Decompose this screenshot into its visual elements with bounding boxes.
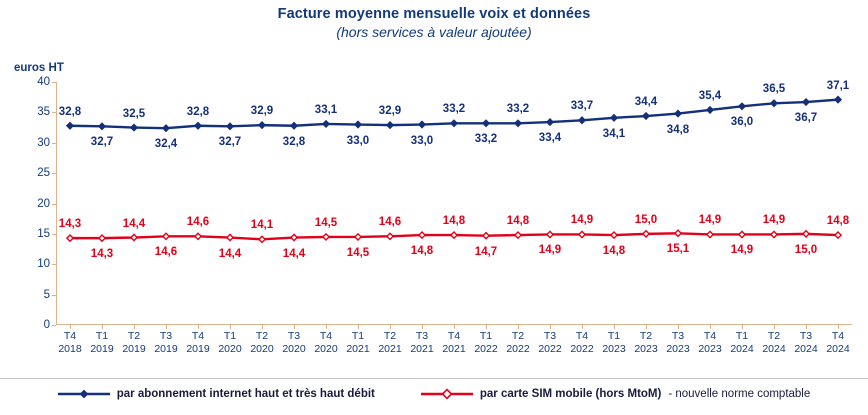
x-axis-label bbox=[762, 330, 785, 356]
series-marker bbox=[451, 232, 457, 238]
series-marker bbox=[771, 231, 777, 237]
x-tick-year: 2019 bbox=[186, 343, 210, 355]
series-marker bbox=[291, 123, 297, 129]
data-point-label: 14,3 bbox=[58, 218, 82, 231]
x-tick-year: 2018 bbox=[58, 343, 82, 355]
series-marker bbox=[483, 120, 489, 126]
x-tick-mark bbox=[294, 325, 295, 329]
series-marker bbox=[547, 119, 553, 125]
x-tick-mark bbox=[678, 325, 679, 329]
series-marker bbox=[643, 113, 649, 119]
legend-note-mobile: - nouvelle norme comptable bbox=[668, 388, 811, 400]
x-tick-year: 2019 bbox=[90, 343, 114, 355]
series-marker bbox=[355, 121, 361, 127]
x-tick-year: 2019 bbox=[154, 343, 178, 355]
x-tick-mark bbox=[742, 325, 743, 329]
x-axis-label bbox=[602, 330, 625, 356]
x-tick-quarter: T1 bbox=[351, 330, 365, 342]
legend-label-mobile: par carte SIM mobile (hors MtoM) bbox=[479, 388, 662, 400]
series-marker bbox=[131, 234, 137, 240]
series-marker bbox=[163, 233, 169, 239]
series-marker bbox=[771, 100, 777, 106]
x-axis-label bbox=[666, 330, 689, 356]
legend-label-broadband: par abonnement internet haut et très haut débit bbox=[116, 388, 375, 400]
data-point-label: 14,6 bbox=[186, 216, 210, 229]
x-tick-quarter: T2 bbox=[383, 330, 397, 342]
series-marker bbox=[515, 120, 521, 126]
x-tick-mark bbox=[518, 325, 519, 329]
data-point-label: 33,4 bbox=[538, 132, 562, 145]
x-axis-label bbox=[250, 330, 273, 356]
x-tick-year: 2021 bbox=[346, 343, 370, 355]
data-point-label: 33,1 bbox=[314, 103, 338, 116]
data-point-label: 37,1 bbox=[826, 79, 850, 92]
x-tick-year: 2021 bbox=[410, 343, 434, 355]
x-tick-mark bbox=[390, 325, 391, 329]
data-point-label: 34,1 bbox=[602, 127, 626, 140]
x-axis-label bbox=[442, 330, 465, 356]
series-marker bbox=[835, 232, 841, 238]
series-marker bbox=[67, 123, 73, 129]
x-tick-quarter: T4 bbox=[319, 330, 333, 342]
chart-title-block bbox=[0, 6, 868, 40]
x-tick-quarter: T4 bbox=[575, 330, 589, 342]
x-axis-label bbox=[474, 330, 497, 356]
data-point-label: 32,4 bbox=[154, 138, 178, 151]
x-tick-quarter: T3 bbox=[159, 330, 173, 342]
x-tick-quarter: T4 bbox=[63, 330, 77, 342]
series-marker bbox=[259, 122, 265, 128]
data-point-label: 36,7 bbox=[794, 112, 818, 125]
series-marker bbox=[515, 232, 521, 238]
data-point-label: 33,2 bbox=[474, 133, 498, 146]
data-point-label: 14,9 bbox=[730, 244, 754, 257]
series-marker bbox=[131, 124, 137, 130]
series-marker bbox=[707, 107, 713, 113]
y-axis-unit-label: euros HT bbox=[14, 62, 64, 74]
x-tick-year: 2022 bbox=[570, 343, 594, 355]
x-tick-year: 2023 bbox=[666, 343, 690, 355]
x-tick-quarter: T3 bbox=[415, 330, 429, 342]
legend-line-marker-red bbox=[421, 388, 473, 400]
x-tick-mark bbox=[422, 325, 423, 329]
data-point-label: 36,5 bbox=[762, 83, 786, 96]
data-point-label: 32,5 bbox=[122, 107, 146, 120]
series-marker bbox=[227, 123, 233, 129]
series-marker bbox=[323, 121, 329, 127]
x-tick-quarter: T1 bbox=[95, 330, 109, 342]
data-point-label: 35,4 bbox=[698, 89, 722, 102]
x-tick-quarter: T1 bbox=[735, 330, 749, 342]
x-tick-year: 2023 bbox=[602, 343, 626, 355]
data-point-label: 14,6 bbox=[378, 216, 402, 229]
data-point-label: 36,0 bbox=[730, 116, 754, 129]
x-axis-label bbox=[826, 330, 849, 356]
data-point-label: 32,8 bbox=[58, 105, 82, 118]
series-marker bbox=[419, 121, 425, 127]
x-tick-year: 2020 bbox=[314, 343, 338, 355]
x-axis-label bbox=[314, 330, 337, 356]
x-axis-label bbox=[794, 330, 817, 356]
x-tick-quarter: T1 bbox=[223, 330, 237, 342]
x-axis-label bbox=[570, 330, 593, 356]
y-tick-label: 35 bbox=[37, 106, 50, 119]
series-marker bbox=[387, 233, 393, 239]
data-point-label: 14,5 bbox=[346, 246, 370, 259]
x-tick-quarter: T1 bbox=[607, 330, 621, 342]
data-point-label: 33,2 bbox=[506, 103, 530, 116]
x-tick-mark bbox=[646, 325, 647, 329]
x-axis-label bbox=[378, 330, 401, 356]
series-marker bbox=[387, 122, 393, 128]
series-marker bbox=[323, 234, 329, 240]
x-tick-quarter: T2 bbox=[511, 330, 525, 342]
x-tick-mark bbox=[326, 325, 327, 329]
series-marker bbox=[835, 97, 841, 103]
series-marker bbox=[291, 234, 297, 240]
data-point-label: 32,7 bbox=[90, 136, 114, 149]
x-tick-year: 2019 bbox=[122, 343, 146, 355]
x-tick-year: 2020 bbox=[218, 343, 242, 355]
series-marker bbox=[419, 232, 425, 238]
data-point-label: 14,9 bbox=[538, 244, 562, 257]
series-marker bbox=[739, 103, 745, 109]
data-point-label: 14,6 bbox=[154, 246, 178, 259]
series-marker bbox=[675, 230, 681, 236]
x-axis-label bbox=[410, 330, 433, 356]
x-tick-mark bbox=[358, 325, 359, 329]
x-axis-label bbox=[698, 330, 721, 356]
x-tick-quarter: T3 bbox=[287, 330, 301, 342]
data-point-label: 14,8 bbox=[602, 245, 626, 258]
x-tick-mark bbox=[838, 325, 839, 329]
x-tick-mark bbox=[806, 325, 807, 329]
x-tick-year: 2020 bbox=[250, 343, 274, 355]
data-point-label: 14,9 bbox=[698, 214, 722, 227]
data-point-label: 14,8 bbox=[442, 215, 466, 228]
data-point-label: 14,4 bbox=[282, 247, 306, 260]
x-axis-label bbox=[346, 330, 369, 356]
data-point-label: 32,8 bbox=[282, 135, 306, 148]
x-tick-year: 2024 bbox=[762, 343, 786, 355]
series-marker bbox=[707, 231, 713, 237]
series-marker bbox=[355, 234, 361, 240]
x-tick-quarter: T1 bbox=[479, 330, 493, 342]
data-point-label: 14,5 bbox=[314, 216, 338, 229]
series-marker bbox=[675, 110, 681, 116]
x-axis-label bbox=[186, 330, 209, 356]
data-point-label: 14,4 bbox=[218, 247, 242, 260]
series-marker bbox=[547, 231, 553, 237]
data-point-label: 14,8 bbox=[826, 215, 850, 228]
x-tick-quarter: T3 bbox=[799, 330, 813, 342]
series-marker bbox=[99, 123, 105, 129]
series-marker bbox=[803, 231, 809, 237]
y-tick-label: 15 bbox=[37, 227, 50, 240]
x-tick-mark bbox=[166, 325, 167, 329]
y-tick-label: 5 bbox=[43, 288, 50, 301]
x-tick-quarter: T2 bbox=[255, 330, 269, 342]
data-point-label: 14,4 bbox=[122, 217, 146, 230]
data-point-label: 32,9 bbox=[378, 105, 402, 118]
chart-legend bbox=[0, 378, 868, 400]
x-tick-mark bbox=[710, 325, 711, 329]
data-point-label: 14,9 bbox=[762, 214, 786, 227]
series-marker bbox=[483, 233, 489, 239]
series-marker bbox=[739, 231, 745, 237]
x-axis-label bbox=[154, 330, 177, 356]
x-axis-label bbox=[122, 330, 145, 356]
legend-item-mobile[interactable] bbox=[421, 388, 810, 400]
data-point-label: 33,2 bbox=[442, 103, 466, 116]
x-axis-label bbox=[58, 330, 81, 356]
x-tick-quarter: T2 bbox=[639, 330, 653, 342]
series-marker bbox=[643, 231, 649, 237]
x-tick-year: 2022 bbox=[538, 343, 562, 355]
x-tick-mark bbox=[614, 325, 615, 329]
x-axis-labels bbox=[56, 330, 852, 364]
data-point-label: 15,0 bbox=[794, 243, 818, 256]
data-point-label: 33,0 bbox=[346, 134, 370, 147]
data-point-label: 33,0 bbox=[410, 134, 434, 147]
x-tick-quarter: T2 bbox=[767, 330, 781, 342]
x-tick-mark bbox=[486, 325, 487, 329]
x-tick-year: 2024 bbox=[730, 343, 754, 355]
series-marker bbox=[195, 233, 201, 239]
y-tick-label: 25 bbox=[37, 167, 50, 180]
x-tick-year: 2020 bbox=[282, 343, 306, 355]
x-tick-mark bbox=[230, 325, 231, 329]
x-tick-mark bbox=[454, 325, 455, 329]
x-axis-label bbox=[218, 330, 241, 356]
x-tick-quarter: T3 bbox=[671, 330, 685, 342]
data-point-label: 34,4 bbox=[634, 96, 658, 109]
chart-subtitle: (hors services à valeur ajoutée) bbox=[336, 24, 532, 40]
x-axis-label bbox=[506, 330, 529, 356]
series-marker bbox=[67, 235, 73, 241]
x-tick-mark bbox=[198, 325, 199, 329]
x-tick-year: 2023 bbox=[698, 343, 722, 355]
chart-title: Facture moyenne mensuelle voix et données bbox=[277, 6, 591, 22]
legend-item-broadband[interactable] bbox=[58, 388, 375, 400]
x-tick-mark bbox=[550, 325, 551, 329]
x-tick-year: 2022 bbox=[474, 343, 498, 355]
x-tick-year: 2024 bbox=[826, 343, 850, 355]
series-marker bbox=[227, 234, 233, 240]
y-tick-label: 0 bbox=[43, 319, 50, 331]
y-tick-label: 40 bbox=[37, 76, 50, 88]
series-marker bbox=[611, 232, 617, 238]
series-marker bbox=[579, 117, 585, 123]
x-tick-mark bbox=[70, 325, 71, 329]
x-tick-quarter: T4 bbox=[447, 330, 461, 342]
data-point-label: 15,1 bbox=[666, 243, 690, 256]
x-axis-label bbox=[90, 330, 113, 356]
data-point-label: 14,1 bbox=[250, 219, 274, 232]
y-tick-label: 30 bbox=[37, 136, 50, 149]
series-marker bbox=[611, 115, 617, 121]
data-point-label: 33,7 bbox=[570, 100, 594, 113]
series-marker bbox=[195, 123, 201, 129]
data-point-label: 32,7 bbox=[218, 136, 242, 149]
data-point-label: 14,3 bbox=[90, 248, 114, 261]
y-tick-label: 10 bbox=[37, 258, 50, 271]
data-point-label: 34,8 bbox=[666, 123, 690, 136]
x-tick-mark bbox=[774, 325, 775, 329]
x-tick-quarter: T4 bbox=[831, 330, 845, 342]
x-axis-label bbox=[282, 330, 305, 356]
data-point-label: 14,7 bbox=[474, 245, 498, 258]
x-tick-year: 2022 bbox=[506, 343, 530, 355]
series-marker bbox=[259, 236, 265, 242]
y-tick-mark bbox=[52, 325, 56, 326]
data-point-label: 32,8 bbox=[186, 105, 210, 118]
x-tick-year: 2021 bbox=[442, 343, 466, 355]
series-marker bbox=[451, 120, 457, 126]
x-axis-label bbox=[634, 330, 657, 356]
data-point-label: 14,8 bbox=[410, 245, 434, 258]
x-tick-quarter: T3 bbox=[543, 330, 557, 342]
data-point-label: 32,9 bbox=[250, 105, 274, 118]
x-tick-mark bbox=[262, 325, 263, 329]
series-marker bbox=[163, 125, 169, 131]
data-point-label: 15,0 bbox=[634, 213, 658, 226]
y-tick-label: 20 bbox=[37, 197, 50, 210]
x-tick-quarter: T4 bbox=[191, 330, 205, 342]
x-tick-mark bbox=[102, 325, 103, 329]
x-axis-label bbox=[730, 330, 753, 356]
series-marker bbox=[99, 235, 105, 241]
x-tick-mark bbox=[134, 325, 135, 329]
x-axis-label bbox=[538, 330, 561, 356]
plot-area bbox=[37, 76, 852, 331]
x-tick-year: 2021 bbox=[378, 343, 402, 355]
x-tick-quarter: T4 bbox=[703, 330, 717, 342]
x-tick-quarter: T2 bbox=[127, 330, 141, 342]
x-tick-year: 2023 bbox=[634, 343, 658, 355]
x-tick-year: 2024 bbox=[794, 343, 818, 355]
series-marker bbox=[579, 231, 585, 237]
series-marker bbox=[803, 99, 809, 105]
legend-line-marker-blue bbox=[58, 388, 110, 400]
data-point-label: 14,9 bbox=[570, 214, 594, 227]
x-tick-mark bbox=[582, 325, 583, 329]
data-point-label: 14,8 bbox=[506, 215, 530, 228]
